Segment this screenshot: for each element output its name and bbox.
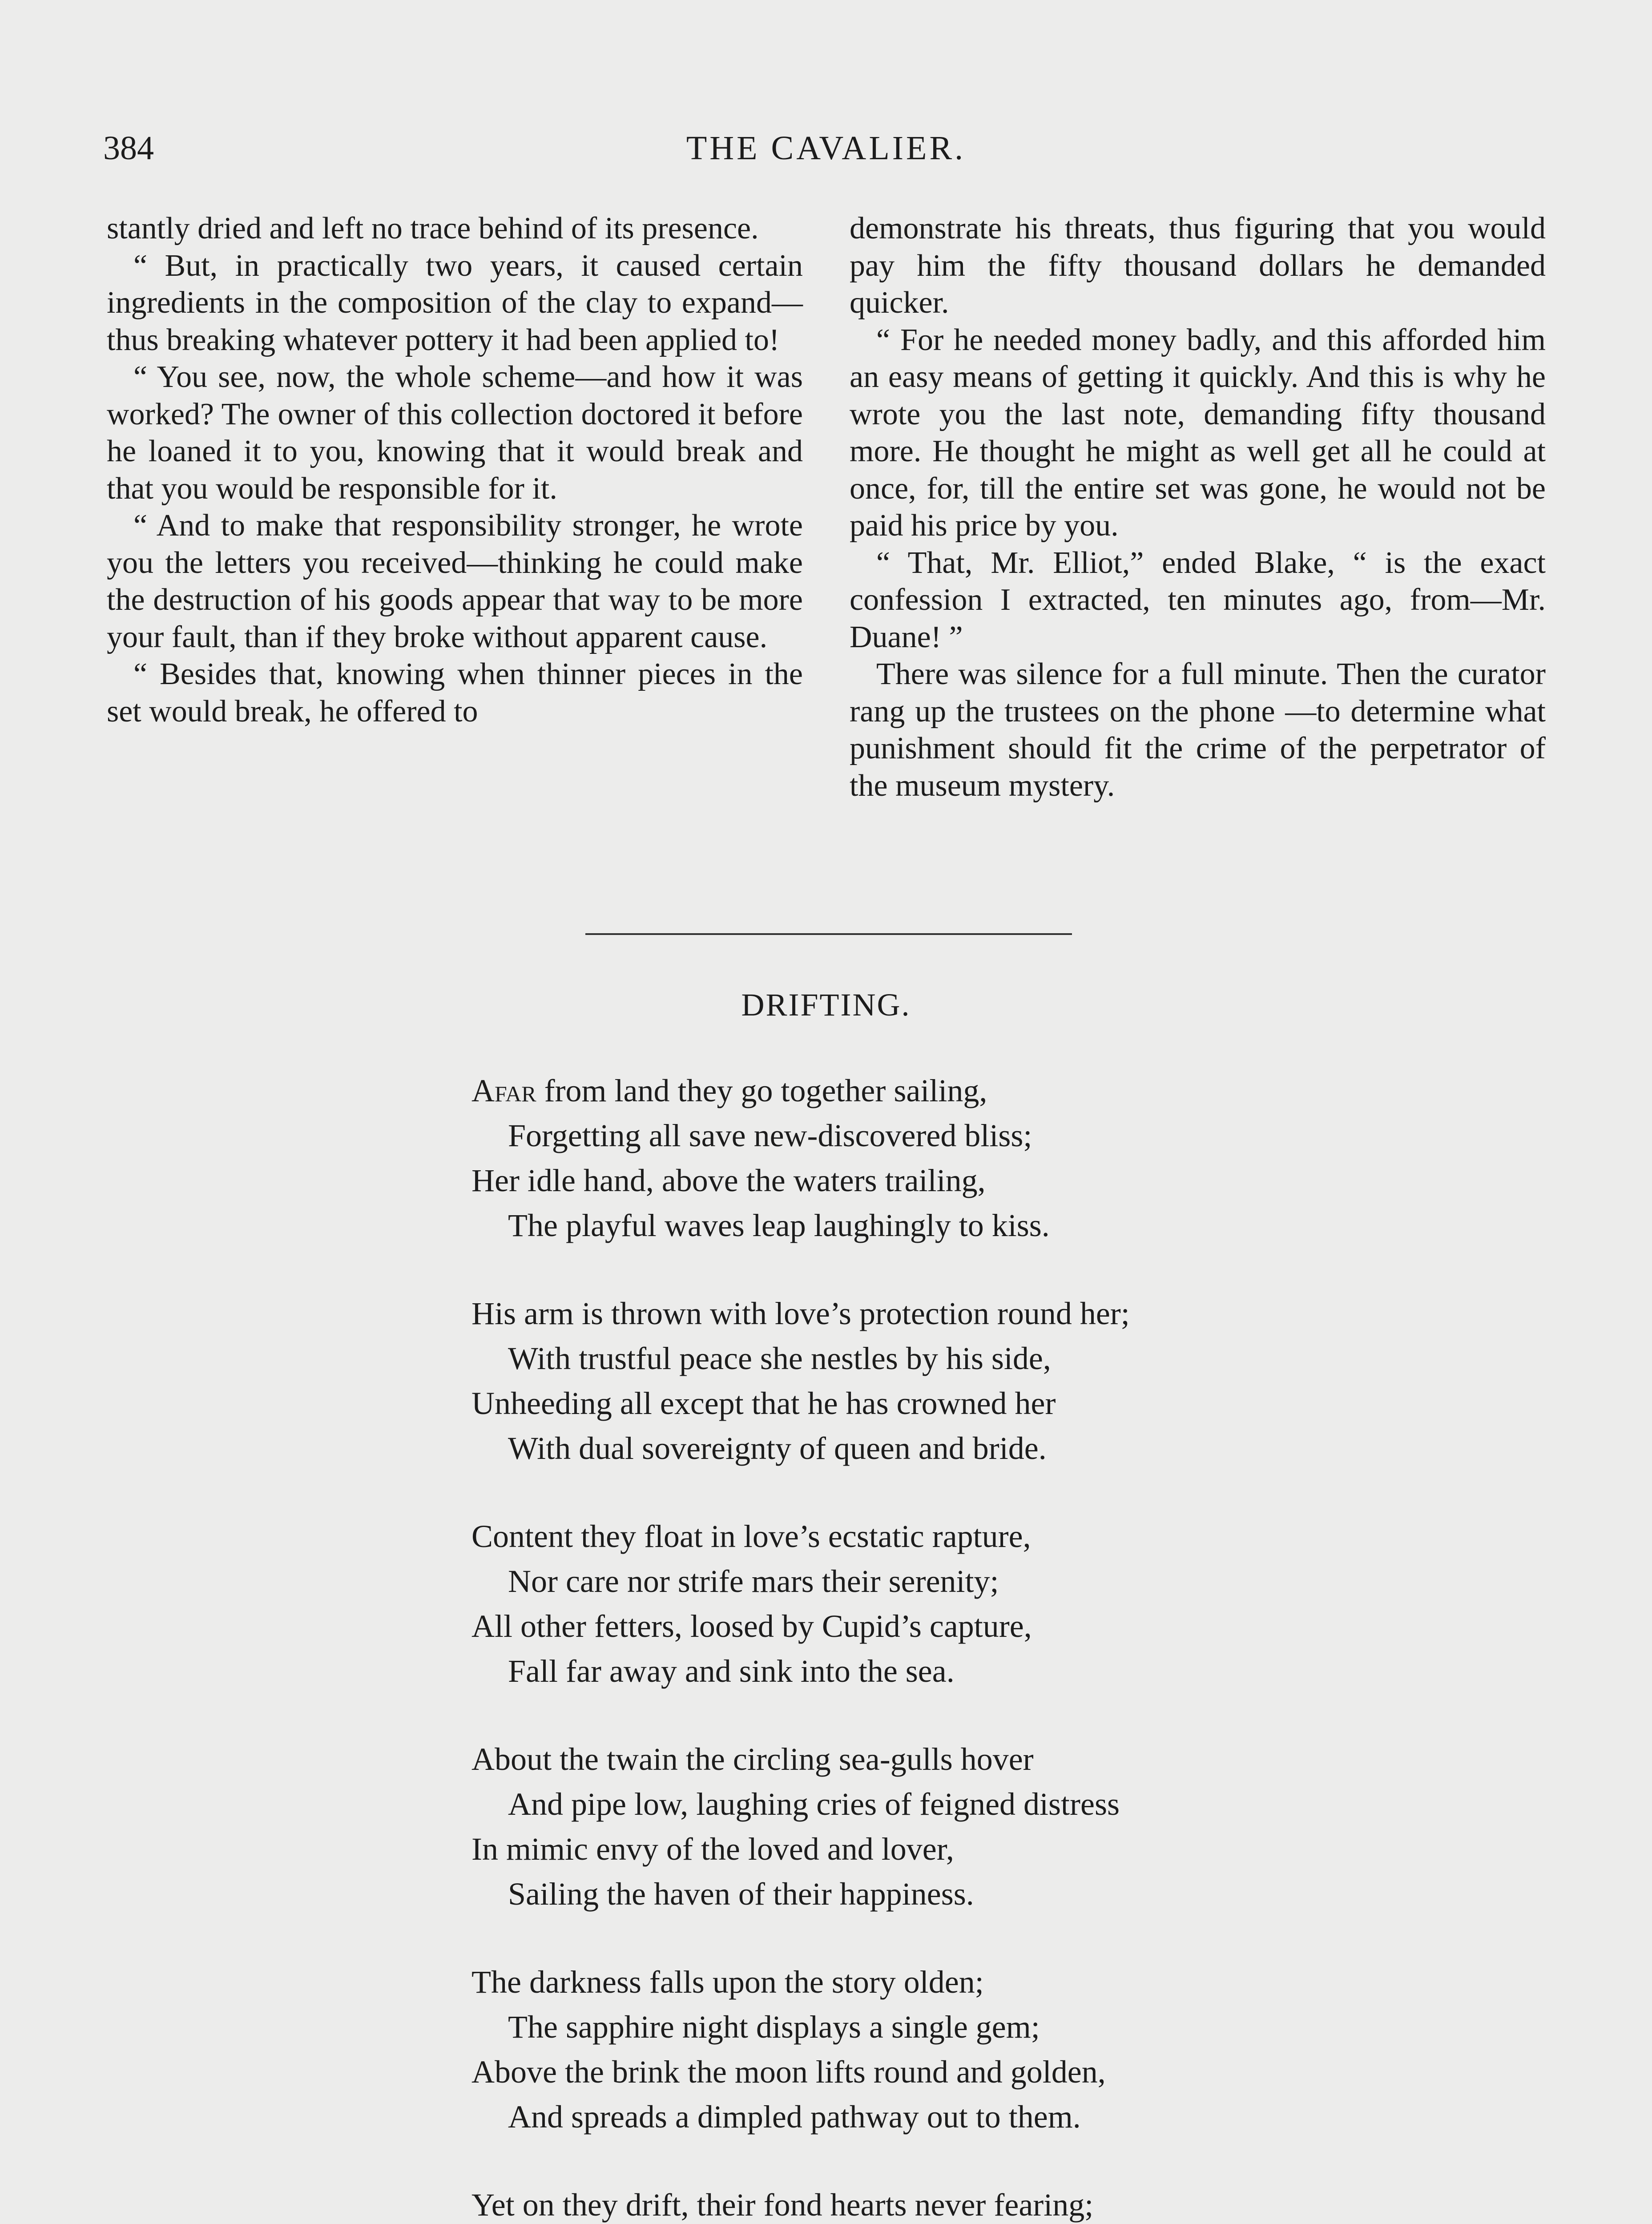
poem-line: In mimic envy of the loved and lover, [471, 1831, 954, 1867]
stanza [471, 2183, 1406, 2224]
poem-line: The darkness falls upon the story olden; [471, 1964, 984, 2000]
poem-line: His arm is thrown with love’s protection round her; [471, 1296, 1130, 1331]
poem-line: The sapphire night displays a single gem; [508, 2009, 1040, 2045]
poem-line: And pipe low, laughing cries of feigned distress [508, 1786, 1120, 1822]
poem-line: Yet on they drift, their fond hearts never fearing; [471, 2187, 1094, 2223]
page-number: 384 [103, 129, 154, 167]
poem-line: Above the brink the moon lifts round and golden, [471, 2054, 1106, 2090]
poem-line: Fall far away and sink into the sea. [508, 1653, 955, 1689]
paragraph: stantly dried and left no trace behind of its presence. [107, 211, 759, 246]
paragraph: “ Besides that, knowing when thinner pieces in the set would break, he offered to [107, 657, 803, 729]
poem-line: With trustful peace she nestles by his side, [508, 1341, 1051, 1376]
poem-line: Sailing the haven of their happiness. [508, 1876, 974, 1912]
stanza [471, 1737, 1406, 1917]
paragraph: “ And to make that responsibility stronger, he wrote you the letters you received—thinking he could make the destruction of his goods appear that way to be more your fault, than if they broke without apparent cause. [107, 508, 803, 654]
poem-line: With dual sovereignty of queen and bride. [508, 1430, 1047, 1466]
drop-word: Afar [471, 1073, 536, 1108]
poem-body [471, 1068, 1406, 2224]
poem-line [471, 1068, 1406, 1113]
poem-line: The playful waves leap laughingly to kiss. [508, 1208, 1050, 1243]
paragraph: “ For he needed money badly, and this afforded him an easy means of getting it quickly. And this is why he wrote you the last note, demanding fifty thousand more. He thought he might as well get all he could at once, for, till the entire set was gone, he would not be paid his price by you. [850, 322, 1546, 543]
paragraph: “ But, in practically two years, it caused certain ingredients in the composition of the clay to expand—thus breaking whatever pottery it had been applied to! [107, 248, 803, 357]
poem-line-text: from land they go together sailing, [536, 1073, 987, 1108]
poem-line: About the twain the circling sea-gulls hover [471, 1741, 1034, 1777]
paragraph: “ That, Mr. Elliot,” ended Blake, “ is the exact confession I extracted, ten minutes ago, from—Mr. Duane! ” [850, 545, 1546, 654]
paragraph: “ You see, now, the whole scheme—and how it was worked? The owner of this collection doctored it before he loaned it to you, knowing that it would break and that you would be responsible for it. [107, 360, 803, 506]
poem-line: Her idle hand, above the waters trailing, [471, 1163, 986, 1198]
story-column-left [107, 210, 803, 730]
poem-line: Forgetting all save new-discovered bliss; [508, 1118, 1032, 1153]
section-divider [585, 933, 1072, 935]
paragraph: demonstrate his threats, thus figuring that you would pay him the fifty thousand dollars he demanded quicker. [850, 211, 1546, 320]
poem-title: DRIFTING. [741, 987, 911, 1023]
stanza [471, 1291, 1406, 1471]
running-head: THE CAVALIER. [686, 129, 966, 167]
stanza [471, 1514, 1406, 1694]
story-column-right [850, 210, 1546, 804]
paragraph: There was silence for a full minute. Then the curator rang up the trustees on the phone —to determine what punishment should fit the crime of the perpetrator of the museum mystery. [850, 657, 1546, 803]
stanza [471, 1068, 1406, 1248]
stanza [471, 1960, 1406, 2139]
poem-line: Nor care nor strife mars their serenity; [508, 1563, 999, 1599]
poem-line: Unheeding all except that he has crowned her [471, 1386, 1056, 1421]
poem-line: Content they float in love’s ecstatic rapture, [471, 1519, 1031, 1554]
poem-line: All other fetters, loosed by Cupid’s capture, [471, 1608, 1032, 1644]
poem-line: And spreads a dimpled pathway out to them. [508, 2099, 1081, 2135]
